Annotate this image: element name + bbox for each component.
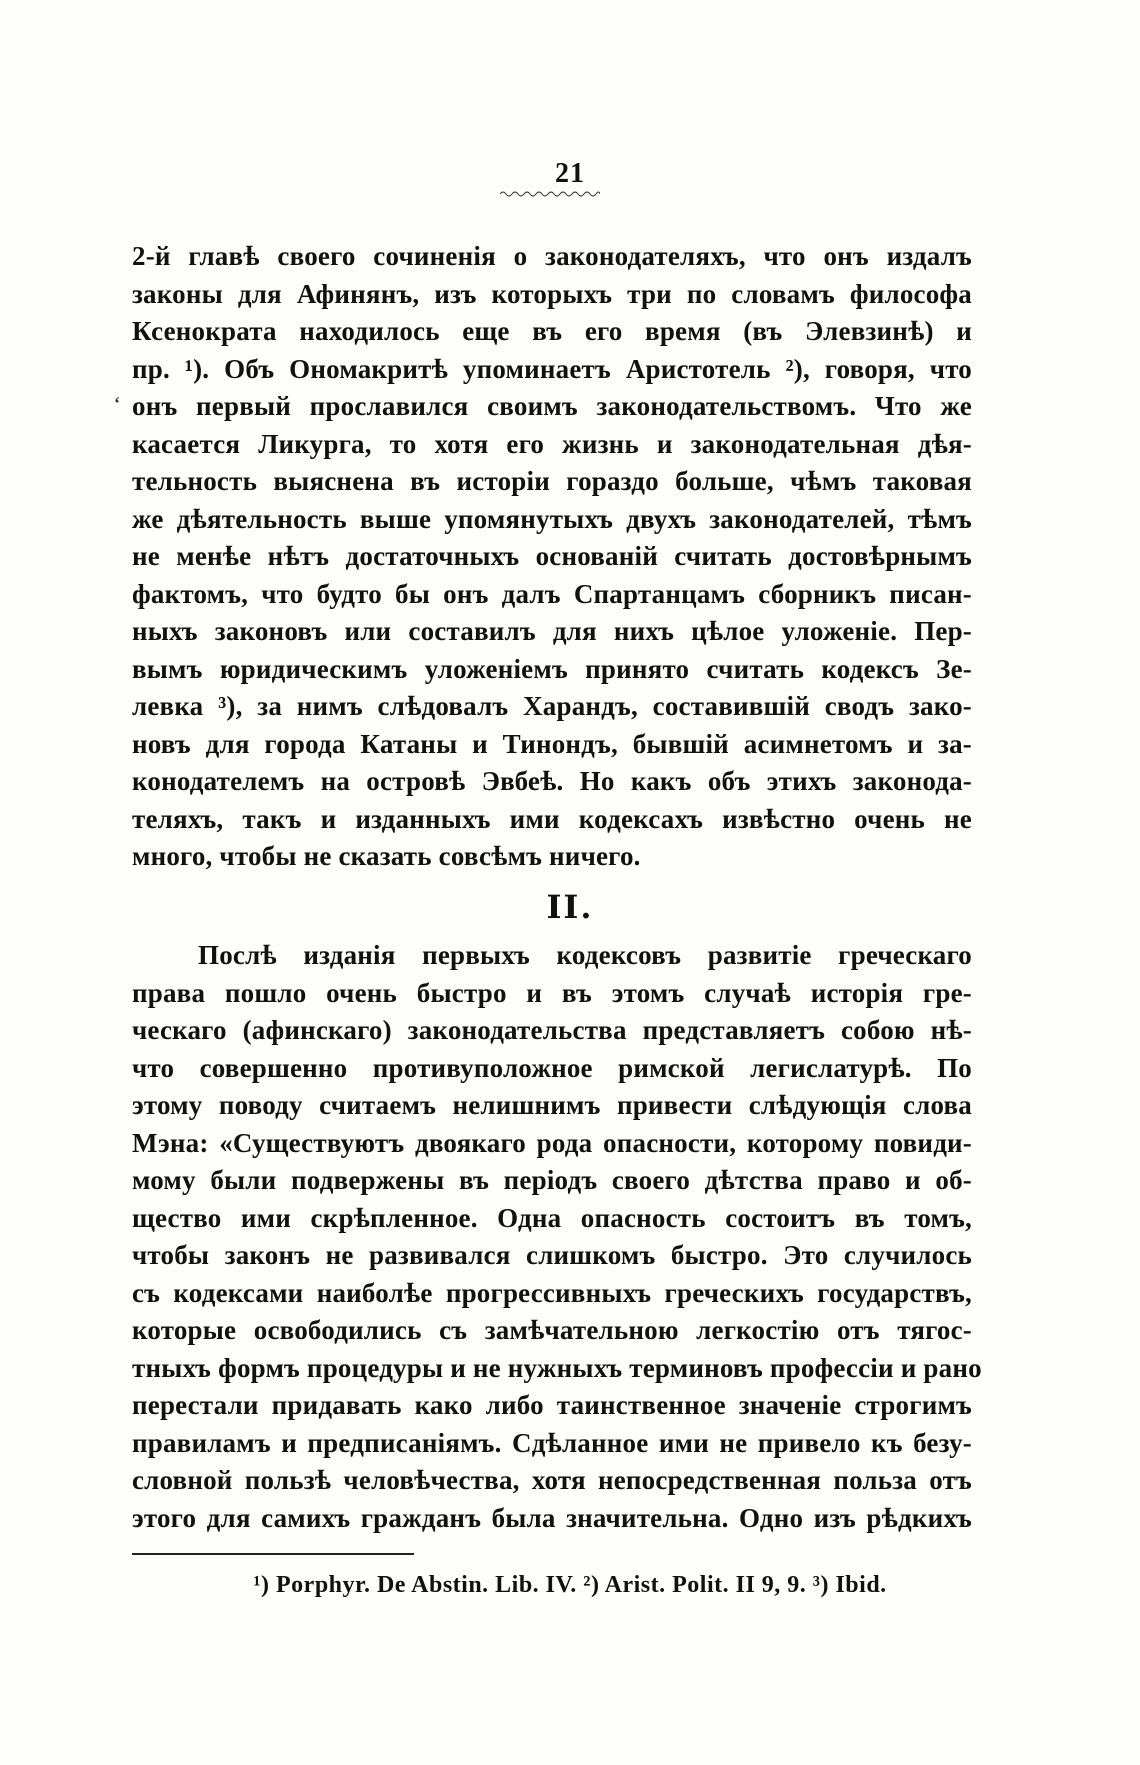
margin-mark: ‘ bbox=[114, 393, 120, 413]
text-line: мому были подвержены въ періодъ своего дѣтства право и об- bbox=[132, 1165, 972, 1195]
text-line: же дѣятельность выше упомянутыхъ двухъ законодателей, тѣмъ bbox=[132, 503, 972, 534]
text-line: теляхъ, такъ и изданныхъ ими кодексахъ извѣстно очень не bbox=[132, 803, 972, 834]
text-line: тельность выяснена въ исторіи гораздо больше, чѣмъ таковая bbox=[132, 466, 972, 496]
text-line: Послѣ изданія первыхъ кодексовъ развитіе греческаго bbox=[198, 940, 972, 970]
text-line: касается Ликурга, то хотя его жизнь и законодательная дѣя- bbox=[132, 428, 972, 459]
section-heading: II. bbox=[546, 888, 594, 926]
text-line: конодателемъ на островѣ Эвбеѣ. Но какъ объ этихъ законода- bbox=[132, 766, 972, 796]
text-line: словной пользѣ человѣчества, хотя непосредственная польза отъ bbox=[132, 1465, 972, 1495]
text-line: новъ для города Катаны и Тинондъ, бывшій асимнетомъ и за- bbox=[132, 728, 972, 759]
text-line: щество ими скрѣпленное. Одна опасность состоитъ въ томъ, bbox=[132, 1202, 972, 1233]
text-line: Мэна: «Существуютъ двоякаго рода опасности, которому повиди- bbox=[132, 1127, 972, 1158]
paragraph-1 bbox=[132, 238, 972, 876]
text-line: ческаго (афинскаго) законодательства представляетъ собою нѣ- bbox=[132, 1015, 972, 1045]
text-line: перестали придавать како либо таинственное значеніе строгимъ bbox=[132, 1390, 972, 1420]
footnote-divider bbox=[132, 1553, 414, 1555]
text-line: которые освободились съ замѣчательною легкостію отъ тягос- bbox=[132, 1315, 972, 1345]
text-line: онъ первый прославился своимъ законодательствомъ. Что же bbox=[132, 391, 972, 421]
text-line: этого для самихъ гражданъ была значительна. Одно изъ рѣдкихъ bbox=[132, 1502, 972, 1533]
text-line: чтобы законъ не развивался слишкомъ быстро. Это случилось bbox=[132, 1240, 972, 1270]
text-line: пр. ¹). Объ Ономакритѣ упоминаетъ Аристотель ²), говоря, что bbox=[132, 353, 972, 384]
text-line: 2-й главѣ своего сочиненія о законодателяхъ, что онъ издалъ bbox=[132, 241, 972, 271]
text-line: Ксенократа находилось еще въ его время (въ Элевзинѣ) и bbox=[132, 316, 972, 346]
text-line: законы для Афинянъ, изъ которыхъ три по словамъ философа bbox=[132, 278, 972, 309]
text-line: права пошло очень быстро и въ этомъ случаѣ исторія гре- bbox=[132, 977, 972, 1008]
footnotes: ¹) Porphyr. De Abstin. Lib. IV. ²) Arist. Polit. II 9, 9. ³) Ibid. bbox=[253, 1572, 887, 1598]
text-line: этому поводу считаемъ нелишнимъ привести слѣдующія слова bbox=[132, 1090, 972, 1120]
paragraph-2 bbox=[132, 937, 982, 1537]
text-line: фактомъ, что будто бы онъ далъ Спартанцамъ сборникъ писан- bbox=[132, 578, 972, 609]
text-line: не менѣе нѣтъ достаточныхъ основаній считать достовѣрнымъ bbox=[132, 541, 972, 571]
text-line: ныхъ законовъ или составилъ для нихъ цѣлое уложеніе. Пер- bbox=[132, 616, 972, 646]
text-line: правиламъ и предписаніямъ. Сдѣланное ими не привело къ безу- bbox=[132, 1427, 972, 1458]
text-line: вымъ юридическимъ уложеніемъ принято считать кодексъ Зе- bbox=[132, 653, 972, 684]
text-line: левка ³), за нимъ слѣдовалъ Харандъ, составившій сводъ зако- bbox=[132, 691, 972, 721]
text-line: что совершенно противуположное римской легислатурѣ. По bbox=[132, 1052, 972, 1083]
page-number-wavy-rule bbox=[500, 190, 600, 198]
page-number: 21 bbox=[555, 158, 585, 189]
text-line: тныхъ формъ процедуры и не нужныхъ терминовъ профессіи и рано bbox=[132, 1352, 982, 1383]
text-line: съ кодексами наиболѣе прогрессивныхъ греческихъ государствъ, bbox=[132, 1277, 972, 1308]
text-line: много, чтобы не сказать совсѣмъ ничего. bbox=[132, 841, 641, 871]
